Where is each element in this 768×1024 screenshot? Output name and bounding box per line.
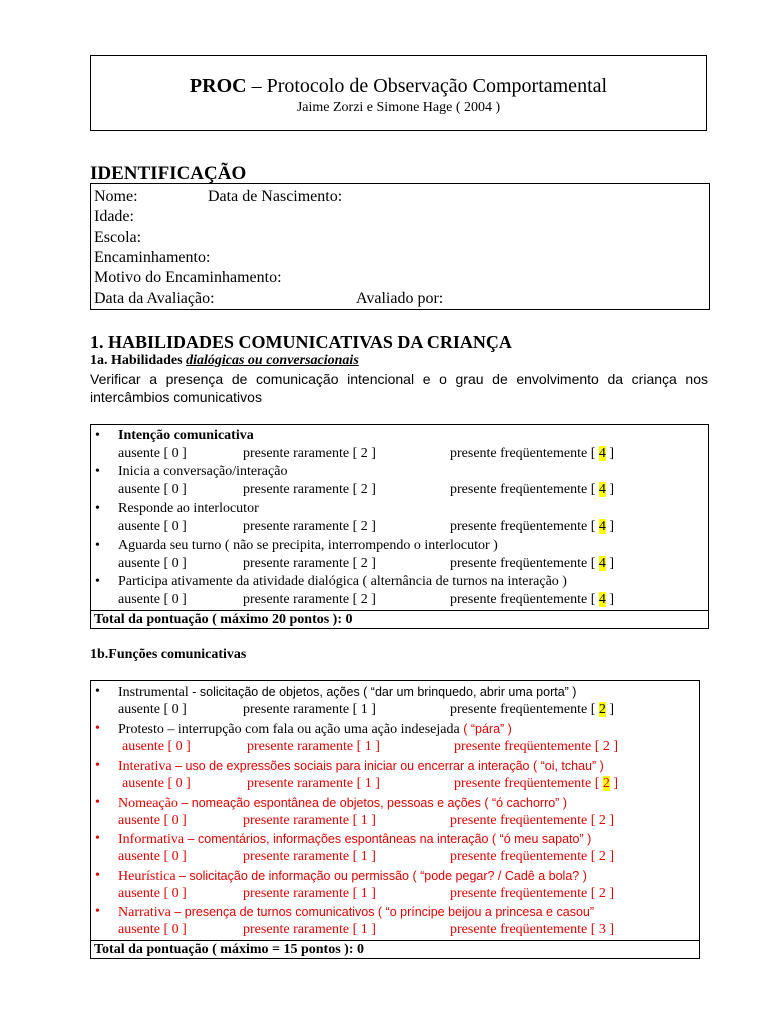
item-label: Interativa – uso de expressões sociais para iniciar ou encerrar a interação ( “oi, tchau” ) xyxy=(118,759,604,774)
bullet-icon: • xyxy=(95,868,100,883)
total-score-b: Total da pontuação ( máximo = 15 pontos ): 0 xyxy=(91,940,699,959)
field-escola: Escola: xyxy=(94,229,142,246)
option-absent: ausente [ 0 ] xyxy=(118,922,187,937)
score-highlight: 4 xyxy=(598,592,606,607)
item-label: Informativa – comentários, informações espontâneas na interação ( “ó meu sapato” ) xyxy=(118,832,592,847)
option-frequently: presente freqüentemente [ 2 ] xyxy=(454,739,619,754)
option-frequently: presente freqüentemente [ 2 ] xyxy=(450,849,615,864)
option-rarely: presente raramente [ 1 ] xyxy=(243,922,376,937)
title-text: – Protocolo de Observação Comportamental xyxy=(246,75,608,97)
option-absent: ausente [ 0 ] xyxy=(118,556,187,571)
bullet-icon: • xyxy=(95,428,100,443)
option-rarely: presente raramente [ 1 ] xyxy=(243,813,376,828)
score-highlight: 4 xyxy=(598,482,606,497)
option-absent: ausente [ 0 ] xyxy=(118,446,187,461)
option-rarely: presente raramente [ 1 ] xyxy=(243,886,376,901)
item-label: Responde ao interlocutor xyxy=(118,501,259,516)
item-label: Instrumental - solicitação de objetos, ações ( “dar um brinquedo, abrir uma porta” ) xyxy=(118,685,577,700)
option-rarely: presente raramente [ 2 ] xyxy=(243,482,376,497)
section1a-heading xyxy=(90,352,359,370)
option-frequently: presente freqüentemente [ 2 ] xyxy=(450,813,615,828)
option-rarely: presente raramente [ 2 ] xyxy=(243,446,376,461)
option-absent: ausente [ 0 ] xyxy=(122,739,191,754)
option-rarely: presente raramente [ 1 ] xyxy=(247,739,380,754)
section1a-description: Verificar a presença de comunicação intencional e o grau de envolvimento da criança nos intercâmbios comunicativos xyxy=(90,371,708,405)
score-highlight: 2 xyxy=(598,702,606,717)
section1-heading: 1. HABILIDADES COMUNICATIVAS DA CRIANÇA xyxy=(90,332,512,352)
option-rarely: presente raramente [ 1 ] xyxy=(247,776,380,791)
option-absent: ausente [ 0 ] xyxy=(118,519,187,534)
option-frequently: presente freqüentemente [ 2 ] xyxy=(450,702,615,717)
authors: Jaime Zorzi e Simone Hage ( 2004 ) xyxy=(296,100,501,115)
section1a-italic: dialógicas ou conversacionais xyxy=(186,353,359,368)
option-frequently: presente freqüentemente [ 2 ] xyxy=(454,776,619,791)
bullet-icon: • xyxy=(95,795,100,810)
option-rarely: presente raramente [ 2 ] xyxy=(243,556,376,571)
field-nome: Nome: xyxy=(94,188,138,205)
bullet-icon: • xyxy=(95,721,100,736)
title-acronym: PROC xyxy=(189,75,247,97)
total-score-a: Total da pontuação ( máximo 20 pontos ): 0 xyxy=(91,610,708,629)
option-frequently: presente freqüentemente [ 4 ] xyxy=(450,482,615,497)
option-absent: ausente [ 0 ] xyxy=(118,849,187,864)
option-absent: ausente [ 0 ] xyxy=(118,592,187,607)
option-absent: ausente [ 0 ] xyxy=(118,702,187,717)
option-frequently: presente freqüentemente [ 3 ] xyxy=(450,922,615,937)
option-frequently: presente freqüentemente [ 2 ] xyxy=(450,886,615,901)
document-title xyxy=(91,74,706,98)
communicative-functions-table xyxy=(90,680,700,959)
item-label: Heurística – solicitação de informação ou permissão ( “pode pegar? / Cadê a bola? ) xyxy=(118,869,587,884)
title-box xyxy=(90,55,707,131)
option-frequently: presente freqüentemente [ 4 ] xyxy=(450,519,615,534)
item-label: Participa ativamente da atividade dialógica ( alternância de turnos na interação ) xyxy=(118,574,567,589)
bullet-icon: • xyxy=(95,574,100,589)
field-motivo: Motivo do Encaminhamento: xyxy=(94,269,282,286)
dialogic-skills-table xyxy=(90,424,709,629)
item-label: Protesto – interrupção com fala ou ação uma ação indesejada ( “pára” ) xyxy=(118,722,512,737)
option-absent: ausente [ 0 ] xyxy=(122,776,191,791)
score-highlight: 4 xyxy=(598,446,606,461)
bullet-icon: • xyxy=(95,501,100,516)
bullet-icon: • xyxy=(95,684,100,699)
option-rarely: presente raramente [ 1 ] xyxy=(243,702,376,717)
option-rarely: presente raramente [ 2 ] xyxy=(243,519,376,534)
option-absent: ausente [ 0 ] xyxy=(118,813,187,828)
option-frequently: presente freqüentemente [ 4 ] xyxy=(450,592,615,607)
bullet-icon: • xyxy=(95,904,100,919)
option-absent: ausente [ 0 ] xyxy=(118,886,187,901)
section1a-prefix: 1a. Habilidades xyxy=(90,353,187,368)
item-label: Nomeação – nomeação espontânea de objetos, pessoas e ações ( “ó cachorro” ) xyxy=(118,796,567,811)
identification-box xyxy=(90,183,710,310)
item-label: Inicia a conversação/interação xyxy=(118,464,288,479)
bullet-icon: • xyxy=(95,758,100,773)
field-avaliado-por: Avaliado por: xyxy=(356,290,444,307)
bullet-icon: • xyxy=(95,831,100,846)
item-label: Intenção comunicativa xyxy=(118,428,254,443)
option-frequently: presente freqüentemente [ 4 ] xyxy=(450,446,615,461)
field-idade: Idade: xyxy=(94,208,134,225)
identification-heading: IDENTIFICAÇÃO xyxy=(90,163,247,184)
option-absent: ausente [ 0 ] xyxy=(118,482,187,497)
field-encaminhamento: Encaminhamento: xyxy=(94,249,211,266)
bullet-icon: • xyxy=(95,464,100,479)
option-rarely: presente raramente [ 1 ] xyxy=(243,849,376,864)
score-highlight: 4 xyxy=(598,556,606,571)
score-highlight: 2 xyxy=(602,776,610,791)
field-data-nascimento: Data de Nascimento: xyxy=(208,188,343,205)
bullet-icon: • xyxy=(95,538,100,553)
option-frequently: presente freqüentemente [ 4 ] xyxy=(450,556,615,571)
item-label: Aguarda seu turno ( não se precipita, interrompendo o interlocutor ) xyxy=(118,538,498,553)
field-data-avaliacao: Data da Avaliação: xyxy=(94,290,215,307)
section1b-heading: 1b.Funções comunicativas xyxy=(90,647,247,662)
score-highlight: 4 xyxy=(598,519,606,534)
item-label: Narrativa – presença de turnos comunicativos ( “o príncipe beijou a princesa e casou” xyxy=(118,905,595,920)
option-rarely: presente raramente [ 2 ] xyxy=(243,592,376,607)
